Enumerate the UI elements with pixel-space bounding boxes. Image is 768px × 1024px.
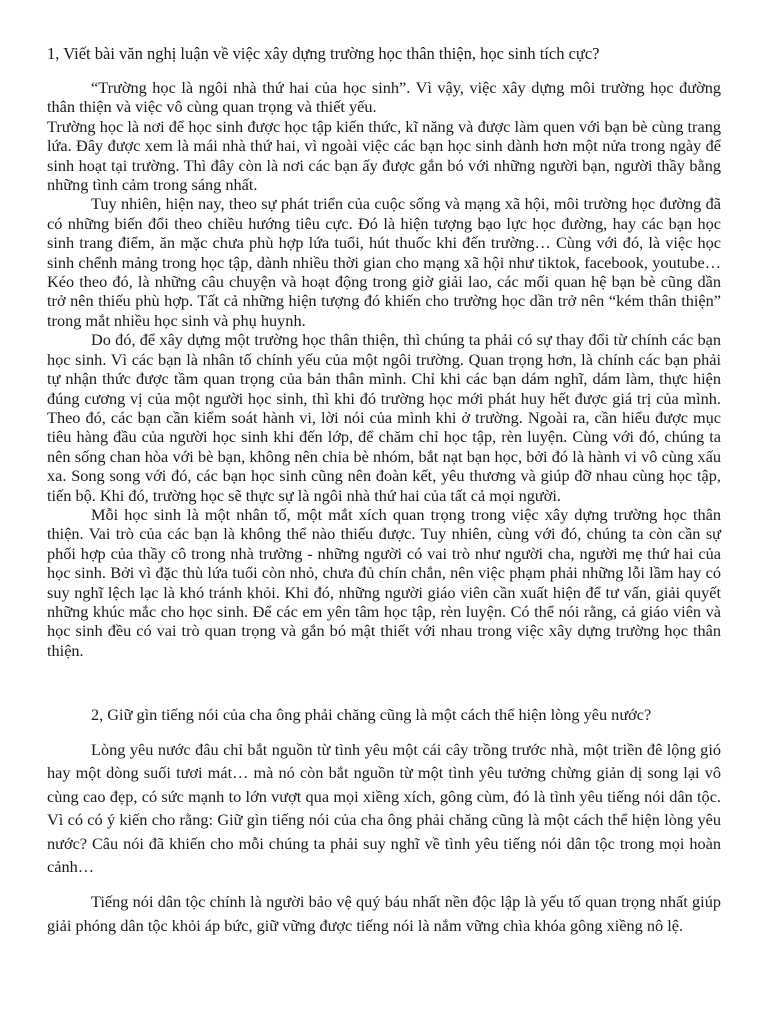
essay-2-paragraph-1: Lòng yêu nước đâu chỉ bắt nguồn từ tình yêu một cái cây trồng trước nhà, một triền đê lộng gió hay một dòng suối tươi mát… mà nó còn bắt nguồn từ một tình yêu tưởng chừng giản dị song lại vô cùng cao đẹp, có sức mạnh to lớn vượt qua mọi xiềng xích, gông cùm, đó là tình yêu tiếng nói dân tộc. Vì có có ý kiến cho rằng: Giữ gìn tiếng nói của cha ông phải chăng cũng là một cách thể hiện lòng yêu nước? Câu nói đã khiến cho mỗi chúng ta phải suy nghĩ về tình yêu tiếng nói dân tộc trong mọi hoàn cảnh… bbox=[47, 740, 721, 877]
essay-1-paragraph-1: “Trường học là ngôi nhà thứ hai của học sinh”. Vì vậy, việc xây dựng môi trường học đường thân thiện và việc vô cùng quan trọng và thiết yếu. bbox=[47, 78, 721, 117]
question-1-heading: 1, Viết bài văn nghị luận về việc xây dựng trường học thân thiện, học sinh tích cực? bbox=[47, 44, 600, 63]
essay-2 bbox=[47, 738, 721, 949]
essay-1-paragraph-3: Tuy nhiên, hiện nay, theo sự phát triển của cuộc sống và mạng xã hội, môi trường học đường đã có những biến đổi theo chiều hướng tiêu cực. Đó là hiện tượng bạo lực học đường, hay các bạn học sinh trang điểm, ăn mặc chưa phù hợp lứa tuổi, hút thuốc khi đến trường… Cùng với đó, là việc học sinh chểnh mảng trong học tập, dành nhiều thời gian cho mạng xã hội như tiktok, facebook, youtube… Kéo theo đó, là những câu chuyện và hoạt động trong giờ giải lao, các mối quan hệ bạn bè cũng dần trở nên thiếu phù hợp. Tất cả những hiện tượng đó khiến cho trường học dần trở nên “kém thân thiện” trong mắt nhiều học sinh và phụ huynh. bbox=[47, 194, 721, 330]
essay-1-paragraph-2: Trường học là nơi để học sinh được học tập kiến thức, kĩ năng và được làm quen với bạn bè cùng trang lứa. Đây được xem là mái nhà thứ hai, vì ngoài việc các bạn học sinh dành hơn một nửa trong ngày để sinh hoạt tại trường. Thì đây còn là nơi các bạn ấy được gắn bó với những người bạn, người thầy bằng những tình cảm trong sáng nhất. bbox=[47, 116, 721, 195]
essay-1-paragraph-5: Mỗi học sinh là một nhân tố, một mắt xích quan trọng trong việc xây dựng trường học thân thiện. Vai trò của các bạn là không thể nào thiếu được. Tuy nhiên, cùng với đó, chúng ta còn cần sự phối hợp của thầy cô trong nhà trường - những người có vai trò như người cha, người mẹ thứ hai của học sinh. Bởi vì đặc thù lứa tuổi còn nhỏ, chưa đủ chín chắn, nên việc phạm phải những lỗi lầm hay có suy nghĩ lệch lạc là khó tránh khỏi. Khi đó, những người giáo viên cần xuất hiện để tư vấn, giải quyết những khúc mắc cho học sinh. Để các em yên tâm học tập, rèn luyện. Có thể nói rằng, cả giáo viên và học sinh đều có vai trò quan trọng và gắn bó mật thiết với nhau trong việc xây dựng trường học thân thiện. bbox=[47, 504, 721, 660]
essay-1-paragraph-4: Do đó, để xây dựng một trường học thân thiện, thì chúng ta phải có sự thay đổi từ chính các bạn học sinh. Vì các bạn là nhân tố chính yếu của một ngôi trường. Quan trọng hơn, là chính các bạn phải tự nhận thức được tầm quan trọng của bản thân mình. Chỉ khi các bạn dám nghĩ, dám làm, thực hiện đúng cương vị của một người học sinh, thì khi đó trường học mới phát huy hết được giá trị của mình. Theo đó, các bạn cần kiểm soát hành vi, lời nói của mình khi ở trường. Ngoài ra, cần hiểu được mục tiêu hàng đầu của người học sinh khi đến lớp, để chăm chỉ học tập, rèn luyện. Cùng với đó, chúng ta nên sống chan hòa với bè bạn, không nên chia bè nhóm, bắt nạt bạn học, bởi đó là hành vi vô cùng xấu xa. Song song với đó, các bạn học sinh cũng nên đoàn kết, yêu thương và giúp đỡ nhau cùng học tập, tiến bộ. Khi đó, trường học sẽ thực sự là ngôi nhà thứ hai của tất cả mọi người. bbox=[47, 330, 721, 505]
essay-2-paragraph-2: Tiếng nói dân tộc chính là người bảo vệ quý báu nhất nền độc lập là yếu tố quan trọng nhất giúp giải phóng dân tộc khỏi áp bức, giữ vững được tiếng nói là nắm vững chìa khóa gông xiềng nô lệ. bbox=[47, 892, 721, 935]
essay-1 bbox=[47, 78, 721, 660]
question-2-heading: 2, Giữ gìn tiếng nói của cha ông phải chăng cũng là một cách thể hiện lòng yêu nước? bbox=[91, 705, 652, 724]
